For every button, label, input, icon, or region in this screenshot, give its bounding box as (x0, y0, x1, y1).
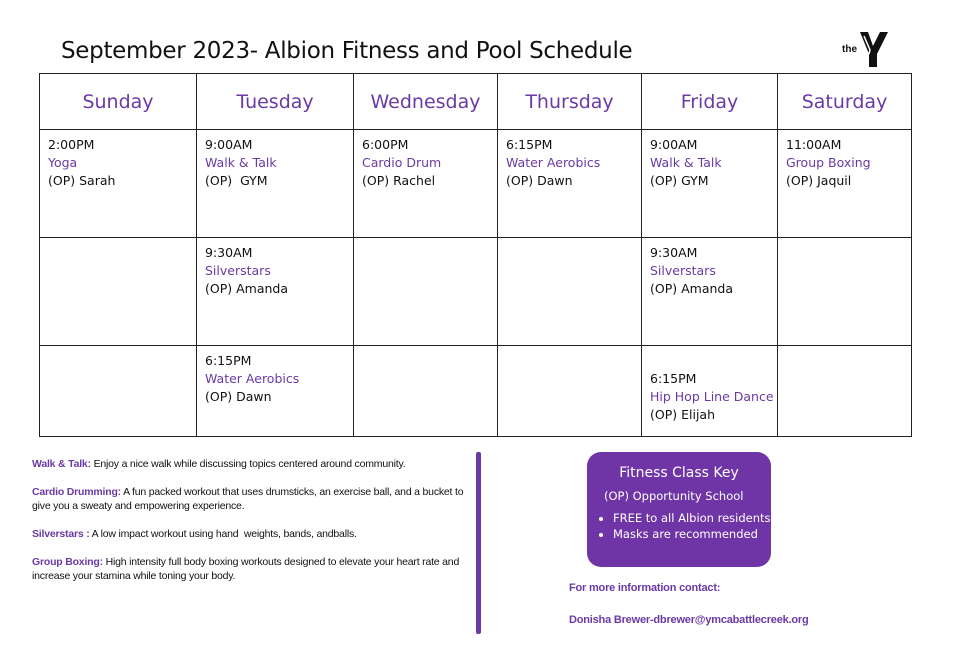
day-header: Friday (642, 74, 778, 130)
empty-cell (354, 238, 498, 346)
day-header: Sunday (40, 74, 197, 130)
class-cell (197, 130, 354, 238)
class-cell (642, 238, 778, 346)
class-time: 9:30AM (205, 245, 253, 260)
empty-cell (498, 346, 642, 437)
definition-group-boxing (32, 555, 472, 583)
definition-text: A low impact workout using hand weights, bands, andballs. (89, 528, 357, 540)
definition-text: Enjoy a nice walk while discussing topics centered around community. (90, 458, 406, 470)
class-instructor: (OP) GYM (650, 173, 709, 188)
class-time: 6:00PM (362, 137, 409, 152)
class-instructor: (OP) Elijah (650, 407, 716, 422)
vertical-divider (476, 452, 481, 634)
class-cell (642, 130, 778, 238)
empty-cell (778, 346, 912, 437)
class-instructor: (OP) Rachel (362, 173, 436, 188)
day-header-row (40, 74, 912, 130)
empty-cell (498, 238, 642, 346)
class-time: 9:00AM (205, 137, 253, 152)
empty-cell (40, 238, 197, 346)
class-name: Hip Hop Line Dance (650, 389, 774, 404)
class-cell (498, 130, 642, 238)
class-cell (642, 346, 778, 437)
logo-text: the (842, 44, 857, 55)
class-cell (778, 130, 912, 238)
class-cell (197, 238, 354, 346)
class-instructor: (OP) Amanda (650, 281, 734, 296)
class-time: 2:00PM (48, 137, 95, 152)
class-name: Group Boxing (786, 155, 871, 170)
class-instructor: (OP) GYM (205, 173, 268, 188)
empty-cell (354, 346, 498, 437)
definition-silverstars (32, 527, 472, 541)
class-instructor: (OP) Dawn (506, 173, 573, 188)
class-time: 11:00AM (786, 137, 842, 152)
definition-walk-talk (32, 457, 472, 471)
key-bullets (597, 510, 771, 542)
class-name: Water Aerobics (205, 371, 300, 386)
y-logo-icon (842, 30, 890, 70)
definition-term: Group Boxing: (32, 556, 103, 568)
definition-term: Walk & Talk: (32, 458, 91, 470)
definition-text: A fun packed workout that uses drumsticks, an exercise ball, and a bucket to give you a sweaty and empowering experience. (32, 486, 464, 512)
class-definitions (32, 457, 472, 597)
day-header: Thursday (498, 74, 642, 130)
key-bullet: • FREE to all Albion residents (613, 510, 771, 526)
page-title: September 2023- Albion Fitness and Pool Schedule (61, 38, 633, 64)
class-time: 9:00AM (650, 137, 698, 152)
class-name: Walk & Talk (205, 155, 277, 170)
key-title: Fitness Class Key (619, 465, 739, 481)
empty-cell (778, 238, 912, 346)
ymca-logo (842, 30, 890, 70)
class-name: Walk & Talk (650, 155, 722, 170)
class-time: 6:15PM (205, 353, 252, 368)
definition-term: Silverstars : (32, 528, 90, 540)
key-bullet: • Masks are recommended (613, 526, 771, 542)
class-cell (40, 130, 197, 238)
class-name: Water Aerobics (506, 155, 601, 170)
class-instructor: (OP) Sarah (48, 173, 116, 188)
class-name: Silverstars (205, 263, 271, 278)
table-row (40, 130, 912, 238)
day-header: Saturday (778, 74, 912, 130)
fitness-class-key (587, 452, 771, 567)
definition-cardio-drumming (32, 485, 472, 513)
contact-label: For more information contact: (569, 582, 721, 594)
day-header: Wednesday (354, 74, 498, 130)
day-header: Tuesday (197, 74, 354, 130)
class-time: 9:30AM (650, 245, 698, 260)
class-instructor: (OP) Dawn (205, 389, 272, 404)
class-time: 6:15PM (650, 371, 697, 386)
key-op-legend: (OP) Opportunity School (604, 489, 744, 503)
class-instructor: (OP) Jaquil (786, 173, 852, 188)
schedule-table (39, 73, 912, 437)
class-cell (354, 130, 498, 238)
definition-term: Cardio Drumming: (32, 486, 121, 498)
table-row (40, 346, 912, 437)
empty-cell (40, 346, 197, 437)
class-name: Cardio Drum (362, 155, 442, 170)
class-name: Silverstars (650, 263, 716, 278)
class-instructor: (OP) Amanda (205, 281, 289, 296)
class-time: 6:15PM (506, 137, 553, 152)
class-cell (197, 346, 354, 437)
contact-email[interactable]: Donisha Brewer-dbrewer@ymcabattlecreek.org (569, 614, 809, 626)
table-row (40, 238, 912, 346)
class-name: Yoga (48, 155, 78, 170)
definition-text: High intensity full body boxing workouts designed to elevate your heart rate and increase your stamina while toning your body. (32, 556, 460, 582)
